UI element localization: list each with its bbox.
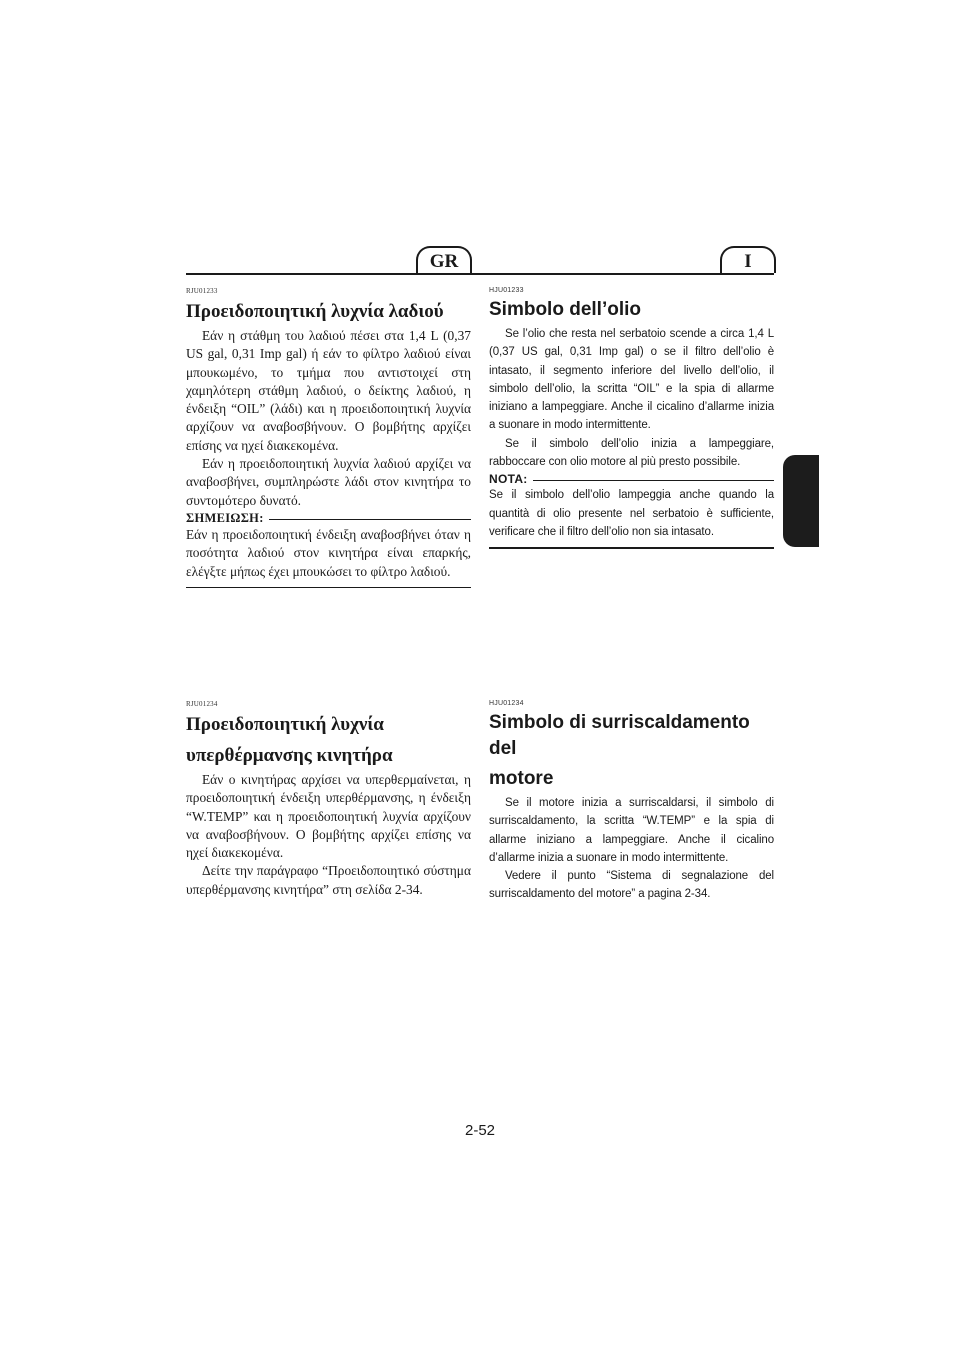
section-title-line2: υπερθέρμανσης κινητήρα (186, 745, 393, 766)
note-header (489, 472, 774, 486)
section-title-line1: Simbolo di surriscaldamento del (489, 712, 750, 759)
paragraph: Εάν η προειδοποιητική λυχνία λαδιού αρχίζει να αναβοσβήνει, συμπληρώστε λάδι στον κινητήρα το συντομότερο δυνατό. (186, 456, 471, 508)
note-text: Εάν η προειδοποιητική ένδειξη αναβοσβήνει όταν η ποσότητα λαδιού στον κινητήρα είναι επαρκής, ελέγξτε μήπως έχει μπουκώσει το φίλτρο λαδιού. (186, 526, 471, 579)
paragraph: Δείτε την παράγραφο “Προειδοποιητικό σύστημα υπερθέρμανσης κινητήρα” στη σελίδα 2-34. (186, 863, 471, 897)
header-rule (186, 273, 774, 275)
greek-oil-section (186, 287, 471, 588)
language-tab-greek: GR (416, 246, 472, 273)
section-code: HJU01234 (489, 700, 524, 707)
note-label: ΣΗΜΕΙΩΣΗ: (186, 510, 264, 525)
section-title-line1: Προειδοποιητική λυχνία (186, 714, 384, 735)
note-end-rule (186, 587, 471, 589)
italian-oil-section (489, 287, 774, 549)
paragraph: Vedere il punto “Sistema di segnalazione del surriscaldamento del motore” a pagina 2-34. (489, 870, 774, 901)
chapter-thumb-tab (783, 455, 819, 547)
note-rule (269, 519, 471, 521)
section-code: HJU01233 (489, 287, 524, 294)
note-text: Se il simbolo dell’olio lampeggia anche quando la quantità di olio presente nel serbatoio è sufficiente, verificare che il filtro dell’olio non sia intasato. (489, 489, 774, 538)
section-title-line2: motore (489, 768, 554, 789)
section-title: Simbolo dell’olio (489, 299, 641, 320)
greek-temp-section (186, 700, 471, 899)
paragraph: Se il motore inizia a surriscaldarsi, il simbolo di surriscaldamento, la scritta “W.TEMP” e la spia di allarme iniziano a lampeggiare. Anche il cicalino d’allarme inizia a suonare in modo intermittente. (489, 797, 774, 864)
paragraph: Se il simbolo dell’olio inizia a lampeggiare, rabboccare con olio motore al più presto possibile. (489, 437, 774, 469)
paragraph: Εάν η στάθμη του λαδιού πέσει στα 1,4 L (0,37 US gal, 0,31 Imp gal) ή εάν το φίλτρο λαδιού είναι μπουκωμένο, το τμήμα που αντιστοιχεί στη χαμηλότερη στάθμη λαδιού, ο δείκτης λαδιού, η ένδειξη “OIL” (λάδι) και η προειδοποιητική λυχνία αρχίζουν να αναβοσβήνουν. Ο βομβήτης αρχίζει επίσης να ηχεί διακεκομένα. (186, 328, 471, 453)
note-end-rule (489, 547, 774, 549)
section-title: Προειδοποιητική λυχνία λαδιού (186, 301, 444, 322)
note-label: NOTA: (489, 472, 528, 487)
paragraph: Se l’olio che resta nel serbatoio scende a circa 1,4 L (0,37 US gal, 0,31 Imp gal) o se il filtro dell’olio è intasato, il segmento inferiore del livello dell’olio, il simbolo dell’olio, la scritta “OIL” e la spia di allarme iniziano a lampeggiare. Anche il cicalino d’allarme inizia a suonare in modo intermittente. (489, 328, 774, 432)
page-number: 2-52 (464, 1122, 496, 1139)
note-rule (533, 480, 774, 482)
note-header (186, 511, 471, 526)
italian-temp-section (489, 700, 774, 904)
language-tab-italian: I (720, 246, 776, 273)
section-code: RJU01233 (186, 287, 218, 295)
section-code: RJU01234 (186, 700, 218, 708)
paragraph: Εάν ο κινητήρας αρχίσει να υπερθερμαίνεται, η προειδοποιητική ένδειξη υπερθέρμανσης, η ένδειξη “W.TEMP” και η προειδοποιητική λυχνία αρχίζουν να αναβοσβήνουν. Ο βομβήτης αρχίζει επίσης να ηχεί διακεκομένα. (186, 772, 471, 861)
